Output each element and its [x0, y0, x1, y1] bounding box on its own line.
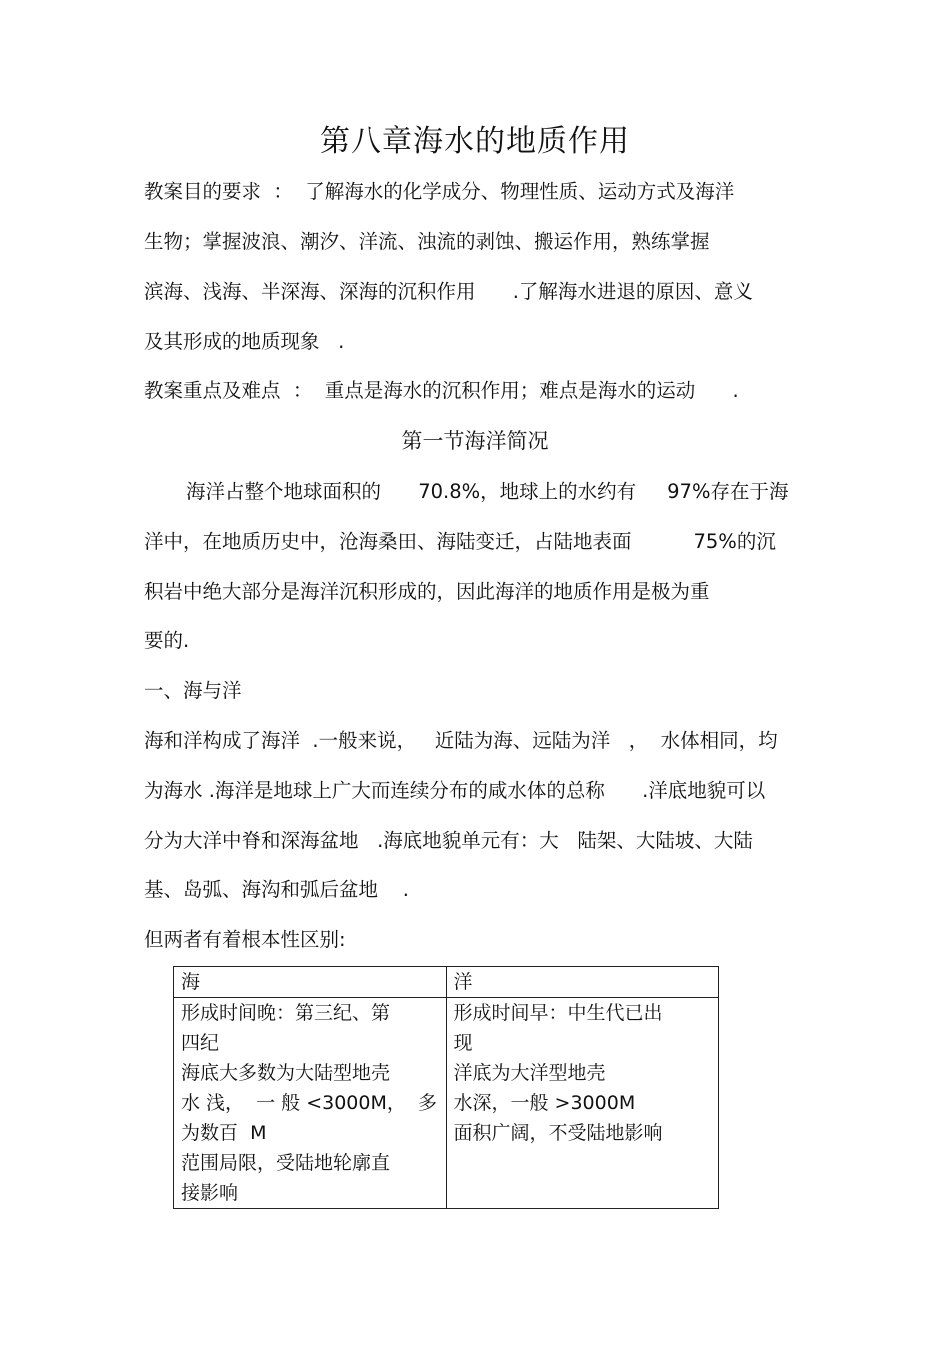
- sea-line-5: 为数百 M: [181, 1122, 267, 1144]
- ocean-line-1: 形成时间早：中生代已出: [453, 1002, 663, 1024]
- subsection-heading: 一、海与洋: [144, 679, 242, 702]
- table-header-sea: 海: [174, 967, 447, 998]
- sea-line-4: 水 浅， 一 般 <3000M， 多: [181, 1092, 437, 1114]
- sea-line-7: 接影响: [181, 1182, 239, 1204]
- sea-ocean-paragraph-line-2: 为海水 .海洋是地球上广大而连续分布的咸水体的总称 .洋底地貌可以: [144, 779, 766, 802]
- table-header-ocean: 洋: [446, 967, 719, 998]
- objectives-line-2: 生物；掌握波浪、潮汐、洋流、浊流的剥蚀、搬运作用，熟练掌握: [144, 230, 710, 253]
- ocean-characteristics-cell: [446, 998, 719, 1209]
- sea-ocean-paragraph-line-3: 分为大洋中脊和深海盆地 .海底地貌单元有：大 陆架、大陆坡、大陆: [144, 829, 753, 852]
- intro-paragraph-line-2: 洋中，在地质历史中，沧海桑田、海陆变迁，占陆地表面 75%的沉: [144, 530, 776, 553]
- intro-paragraph-line-3: 积岩中绝大部分是海洋沉积形成的，因此海洋的地质作用是极为重: [144, 580, 710, 603]
- table-row: [174, 998, 719, 1209]
- ocean-line-3: 洋底为大洋型地壳: [453, 1062, 606, 1084]
- intro-paragraph-line-4: 要的.: [144, 629, 190, 652]
- objectives-line-1: 教案目的要求 ： 了解海水的化学成分、物理性质、运动方式及海洋: [144, 180, 735, 203]
- sea-line-6: 范围局限，受陆地轮廓直: [181, 1152, 391, 1174]
- sea-line-3: 海底大多数为大陆型地壳: [181, 1062, 391, 1084]
- sea-ocean-paragraph-line-4: 基、岛弧、海沟和弧后盆地 .: [144, 878, 409, 901]
- ocean-line-5: 面积广阔，不受陆地影响: [453, 1122, 663, 1144]
- table-header-row: [174, 967, 719, 998]
- sea-ocean-comparison-table: [173, 966, 719, 1209]
- sea-characteristics-cell: [174, 998, 447, 1209]
- ocean-line-4: 水深，一般 >3000M: [453, 1092, 636, 1114]
- sea-ocean-paragraph-line-1: 海和洋构成了海洋 .一般来说， 近陆为海、远陆为洋 ， 水体相同，均: [144, 729, 778, 752]
- chapter-title: 第八章海水的地质作用: [320, 124, 630, 159]
- focus-line-1: 教案重点及难点 ： 重点是海水的沉积作用；难点是海水的运动 .: [144, 379, 739, 402]
- section-heading: 第一节海洋简况: [401, 429, 549, 453]
- objectives-line-4: 及其形成的地质现象 .: [144, 330, 345, 353]
- objectives-line-3: 滨海、浅海、半深海、深海的沉积作用 .了解海水进退的原因、意义: [144, 280, 753, 303]
- intro-paragraph-line-1: 海洋占整个地球面积的 70.8%，地球上的水约有 97%存在于海: [186, 480, 789, 503]
- ocean-line-2: 现: [453, 1032, 473, 1054]
- table-intro: 但两者有着根本性区别:: [144, 928, 346, 951]
- sea-line-1: 形成时间晚：第三纪、第: [181, 1002, 391, 1024]
- sea-line-2: 四纪: [181, 1032, 220, 1054]
